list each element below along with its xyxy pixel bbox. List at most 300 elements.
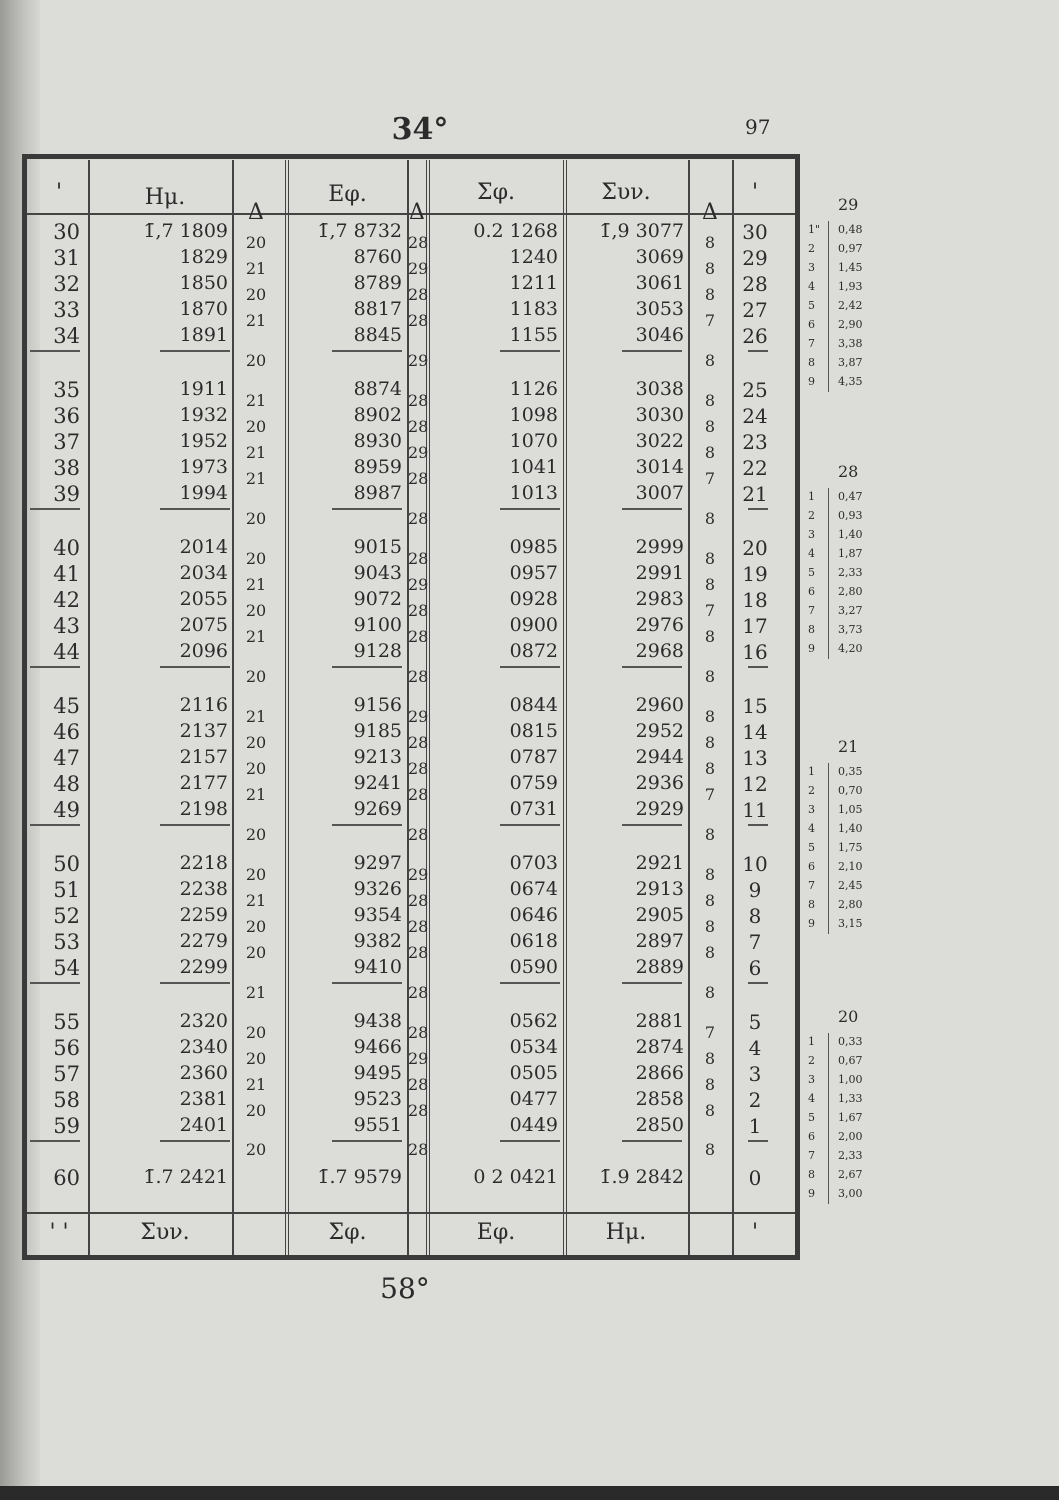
diff-tan-cell: 28	[408, 549, 429, 568]
group-separator	[500, 982, 560, 984]
diff-cos-cell: 8	[704, 509, 716, 528]
sin-cell: 1850	[179, 272, 228, 294]
minute-right-cell: 18	[742, 588, 768, 612]
sin-cell: 1994	[179, 482, 228, 504]
diff-cos-cell: 8	[704, 259, 716, 278]
group-separator	[160, 982, 230, 984]
cot-cell: 0646	[509, 904, 558, 926]
cos-cell: 3007	[635, 482, 684, 504]
diff-sin-cell: 20	[245, 825, 267, 844]
header-sin: Ημ.	[144, 185, 186, 210]
diff-sin-cell: 20	[245, 865, 267, 884]
group-separator	[500, 824, 560, 826]
pp-row-index: 2	[808, 1054, 815, 1067]
diff-cos-cell: 8	[704, 549, 716, 568]
sin-cell: 2157	[179, 746, 228, 768]
minute-right-cell: 23	[742, 430, 768, 454]
tan-cell: 9269	[353, 798, 402, 820]
sin-cell: 2177	[179, 772, 228, 794]
header-cos: Συν.	[601, 180, 651, 205]
diff-cos-cell: 8	[704, 707, 716, 726]
diff-cos-cell: 7	[704, 785, 716, 804]
bottom-degree: 58°	[380, 1272, 430, 1305]
group-separator	[748, 508, 768, 510]
pp-row-value: 4,35	[838, 375, 863, 388]
pp-row-value: 4,20	[838, 642, 863, 655]
cot-cell: 1041	[509, 456, 558, 478]
pp-rule	[828, 488, 829, 659]
diff-tan-cell: 29	[408, 865, 429, 884]
footer-sin: Συν.	[140, 1220, 190, 1245]
minute-cell: 45	[53, 694, 80, 718]
pp-row-value: 1,00	[838, 1073, 863, 1086]
minute-right-cell: 9	[748, 878, 762, 902]
pp-rule	[828, 221, 829, 392]
diff-sin-cell: 20	[245, 351, 267, 370]
cos-cell: 2968	[635, 640, 684, 662]
cos-cell: 2897	[635, 930, 684, 952]
group-separator	[332, 824, 402, 826]
cos-cell: 2929	[635, 798, 684, 820]
header-min_right: '	[751, 180, 759, 205]
cos-cell: 2913	[635, 878, 684, 900]
cot-cell: 0618	[509, 930, 558, 952]
minute-cell: 30	[53, 220, 80, 244]
minute-cell: 48	[53, 772, 80, 796]
pp-row-value: 3,73	[838, 623, 863, 636]
diff-tan-cell: 28	[408, 469, 429, 488]
group-separator	[748, 824, 768, 826]
cot-cell: 1240	[509, 246, 558, 268]
sin-cell: 2116	[179, 694, 228, 716]
pp-row-value: 2,10	[838, 860, 863, 873]
cot-cell: 0957	[509, 562, 558, 584]
minute-cell: 58	[53, 1088, 80, 1112]
group-separator	[500, 1140, 560, 1142]
diff-sin-cell: 20	[245, 1049, 267, 1068]
cot-cell: 0872	[509, 640, 558, 662]
minute-cell: 40	[53, 536, 80, 560]
footer-tan: Σφ.	[328, 1220, 367, 1245]
tan-cell: 9185	[353, 720, 402, 742]
group-separator	[748, 350, 768, 352]
group-separator	[30, 1140, 80, 1142]
pp-row-value: 0,70	[838, 784, 863, 797]
diff-cos-cell: 8	[704, 733, 716, 752]
minute-cell: 36	[53, 404, 80, 428]
minute-right-cell: 6	[748, 956, 762, 980]
cos-cell: 2905	[635, 904, 684, 926]
sin-cell: 2320	[179, 1010, 228, 1032]
group-separator	[160, 350, 230, 352]
footer-cot: Εφ.	[476, 1220, 516, 1245]
cot-cell: 1126	[509, 378, 558, 400]
cos-cell: 2850	[635, 1114, 684, 1136]
pp-row-value: 2,67	[838, 1168, 863, 1181]
header-tan: Εφ.	[328, 182, 367, 207]
tan-cell: 1̄,7 8732	[317, 220, 402, 242]
diff-sin-cell: 21	[245, 469, 267, 488]
pp-row-index: 6	[808, 318, 815, 331]
pp-row-index: 1	[808, 490, 815, 503]
pp-row-value: 0,48	[838, 223, 863, 236]
diff-sin-cell: 21	[245, 891, 267, 910]
pp-row-index: 3	[808, 261, 815, 274]
sin-cell: 2014	[179, 536, 228, 558]
tan-cell: 9128	[353, 640, 402, 662]
tan-cell: 9466	[353, 1036, 402, 1058]
diff-sin-cell: 20	[245, 601, 267, 620]
pp-row-value: 0,97	[838, 242, 863, 255]
sin-cell: 1911	[179, 378, 228, 400]
diff-cos-cell: 8	[704, 575, 716, 594]
column-rule	[232, 160, 234, 1255]
diff-cos-cell: 8	[704, 1049, 716, 1068]
diff-cos-cell: 8	[704, 1140, 716, 1159]
sin-cell: 2299	[179, 956, 228, 978]
sin-cell: 2137	[179, 720, 228, 742]
cos-cell: 2952	[635, 720, 684, 742]
minute-right-cell: 22	[742, 456, 768, 480]
tan-cell: 1̄.7 9579	[317, 1166, 402, 1188]
group-separator	[622, 824, 682, 826]
diff-tan-cell: 28	[408, 509, 429, 528]
tan-cell: 9100	[353, 614, 402, 636]
diff-tan-cell: 28	[408, 1140, 429, 1159]
minute-right-cell: 16	[742, 640, 768, 664]
diff-sin-cell: 21	[245, 391, 267, 410]
sin-cell: 2279	[179, 930, 228, 952]
minute-right-cell: 15	[742, 694, 768, 718]
minute-right-cell: 24	[742, 404, 768, 428]
group-separator	[748, 666, 768, 668]
diff-sin-cell: 21	[245, 311, 267, 330]
diff-cos-cell: 8	[704, 943, 716, 962]
diff-sin-cell: 20	[245, 733, 267, 752]
cos-cell: 1̄.9 2842	[599, 1166, 684, 1188]
minute-right-cell: 17	[742, 614, 768, 638]
pp-row-value: 1,45	[838, 261, 863, 274]
minute-cell: 34	[53, 324, 80, 348]
sin-cell: 2034	[179, 562, 228, 584]
tan-cell: 9354	[353, 904, 402, 926]
group-separator	[160, 666, 230, 668]
minute-cell: 33	[53, 298, 80, 322]
pp-row-index: 9	[808, 1187, 815, 1200]
cos-cell: 2944	[635, 746, 684, 768]
minute-right-cell: 7	[748, 930, 762, 954]
diff-sin-cell: 21	[245, 785, 267, 804]
diff-cos-cell: 8	[704, 1101, 716, 1120]
tan-cell: 8874	[353, 378, 402, 400]
diff-tan-cell: 29	[408, 259, 429, 278]
diff-sin-cell: 20	[245, 509, 267, 528]
sin-cell: 2340	[179, 1036, 228, 1058]
pp-row-value: 0,33	[838, 1035, 863, 1048]
cot-cell: 1013	[509, 482, 558, 504]
cos-cell: 2999	[635, 536, 684, 558]
diff-sin-cell: 20	[245, 233, 267, 252]
cot-cell: 1183	[509, 298, 558, 320]
diff-sin-cell: 20	[245, 943, 267, 962]
pp-row-index: 3	[808, 803, 815, 816]
cot-cell: 1098	[509, 404, 558, 426]
diff-cos-cell: 7	[704, 469, 716, 488]
diff-tan-cell: 28	[408, 943, 429, 962]
sin-cell: 2381	[179, 1088, 228, 1110]
tan-cell: 9297	[353, 852, 402, 874]
column-rule	[88, 160, 90, 1255]
pp-row-value: 1,67	[838, 1111, 863, 1124]
page-number: 97	[745, 115, 771, 139]
minute-right-cell: 4	[748, 1036, 762, 1060]
tan-cell: 9410	[353, 956, 402, 978]
diff-tan-cell: 28	[408, 417, 429, 436]
pp-row-value: 2,45	[838, 879, 863, 892]
pp-row-value: 1,75	[838, 841, 863, 854]
tan-cell: 9043	[353, 562, 402, 584]
sin-cell: 1952	[179, 430, 228, 452]
pp-row-value: 3,15	[838, 917, 863, 930]
tan-cell: 9523	[353, 1088, 402, 1110]
group-separator	[160, 508, 230, 510]
minute-cell: 60	[53, 1166, 80, 1190]
minute-cell: 37	[53, 430, 80, 454]
cot-cell: 0759	[509, 772, 558, 794]
pp-row-value: 3,38	[838, 337, 863, 350]
minute-right-cell: 12	[742, 772, 768, 796]
diff-tan-cell: 28	[408, 825, 429, 844]
cot-cell: 0562	[509, 1010, 558, 1032]
minute-cell: 54	[53, 956, 80, 980]
tan-cell: 8817	[353, 298, 402, 320]
diff-tan-cell: 28	[408, 627, 429, 646]
minute-right-cell: 1	[748, 1114, 762, 1138]
diff-cos-cell: 8	[704, 443, 716, 462]
pp-row-index: 4	[808, 1092, 815, 1105]
pp-row-value: 1,05	[838, 803, 863, 816]
diff-cos-cell: 8	[704, 417, 716, 436]
minute-cell: 32	[53, 272, 80, 296]
minute-right-cell: 21	[742, 482, 768, 506]
pp-row-index: 1"	[808, 223, 821, 236]
pp-row-index: 7	[808, 337, 815, 350]
cos-cell: 3046	[635, 324, 684, 346]
cos-cell: 3061	[635, 272, 684, 294]
minute-right-cell: 20	[742, 536, 768, 560]
cos-cell: 1̄,9 3077	[599, 220, 684, 242]
minute-right-cell: 27	[742, 298, 768, 322]
diff-sin-cell: 20	[245, 667, 267, 686]
cos-cell: 3038	[635, 378, 684, 400]
sin-cell: 2198	[179, 798, 228, 820]
minute-cell: 44	[53, 640, 80, 664]
cos-cell: 2881	[635, 1010, 684, 1032]
header-delta3: Δ	[702, 200, 718, 225]
column-rule	[732, 160, 734, 1255]
minute-cell: 46	[53, 720, 80, 744]
tan-cell: 8845	[353, 324, 402, 346]
diff-tan-cell: 28	[408, 667, 429, 686]
cot-cell: 1070	[509, 430, 558, 452]
tan-cell: 9213	[353, 746, 402, 768]
sin-cell: 1829	[179, 246, 228, 268]
cot-cell: 0844	[509, 694, 558, 716]
cos-cell: 3069	[635, 246, 684, 268]
diff-sin-cell: 20	[245, 549, 267, 568]
diff-cos-cell: 7	[704, 1023, 716, 1042]
pp-row-value: 3,00	[838, 1187, 863, 1200]
diff-sin-cell: 21	[245, 259, 267, 278]
group-separator	[748, 1140, 768, 1142]
group-separator	[500, 508, 560, 510]
cos-cell: 2889	[635, 956, 684, 978]
pp-row-index: 4	[808, 547, 815, 560]
cos-cell: 2960	[635, 694, 684, 716]
diff-tan-cell: 28	[408, 759, 429, 778]
pp-row-index: 8	[808, 623, 815, 636]
cos-cell: 2976	[635, 614, 684, 636]
sin-cell: 2096	[179, 640, 228, 662]
sin-cell: 2218	[179, 852, 228, 874]
diff-cos-cell: 8	[704, 917, 716, 936]
diff-tan-cell: 28	[408, 285, 429, 304]
diff-cos-cell: 8	[704, 667, 716, 686]
pp-row-value: 2,42	[838, 299, 863, 312]
diff-sin-cell: 20	[245, 1140, 267, 1159]
minute-right-cell: 30	[742, 220, 768, 244]
sin-cell: 2238	[179, 878, 228, 900]
pp-title: 29	[838, 195, 859, 214]
diff-tan-cell: 28	[408, 601, 429, 620]
cot-cell: 0.2 1268	[473, 220, 558, 242]
sin-cell: 1932	[179, 404, 228, 426]
pp-row-value: 0,67	[838, 1054, 863, 1067]
minute-cell: 52	[53, 904, 80, 928]
pp-row-value: 0,93	[838, 509, 863, 522]
minute-cell: 35	[53, 378, 80, 402]
minute-right-cell: 3	[748, 1062, 762, 1086]
pp-row-index: 3	[808, 528, 815, 541]
sin-cell: 2075	[179, 614, 228, 636]
sin-cell: 1̄.7 2421	[143, 1166, 228, 1188]
cot-cell: 0449	[509, 1114, 558, 1136]
pp-row-value: 3,27	[838, 604, 863, 617]
diff-tan-cell: 29	[408, 575, 429, 594]
header-delta2: Δ	[409, 200, 425, 225]
sin-cell: 2055	[179, 588, 228, 610]
minute-cell: 51	[53, 878, 80, 902]
diff-sin-cell: 20	[245, 285, 267, 304]
minute-right-cell: 8	[748, 904, 762, 928]
diff-cos-cell: 8	[704, 891, 716, 910]
pp-row-value: 2,33	[838, 566, 863, 579]
pp-row-index: 7	[808, 879, 815, 892]
tan-cell: 8959	[353, 456, 402, 478]
pp-row-value: 1,93	[838, 280, 863, 293]
pp-row-value: 2,80	[838, 898, 863, 911]
minute-right-cell: 10	[742, 852, 768, 876]
pp-row-value: 0,35	[838, 765, 863, 778]
minute-right-cell: 11	[742, 798, 768, 822]
group-separator	[622, 350, 682, 352]
pp-row-index: 5	[808, 1111, 815, 1124]
pp-title: 28	[838, 462, 859, 481]
pp-row-index: 7	[808, 1149, 815, 1162]
diff-sin-cell: 20	[245, 917, 267, 936]
group-separator	[622, 1140, 682, 1142]
diff-cos-cell: 8	[704, 1075, 716, 1094]
minute-right-cell: 0	[748, 1166, 762, 1190]
minute-cell: 39	[53, 482, 80, 506]
group-separator	[30, 350, 80, 352]
column-rule	[285, 160, 289, 1255]
header-cot: Σφ.	[477, 180, 515, 205]
group-separator	[622, 666, 682, 668]
pp-row-index: 9	[808, 642, 815, 655]
minute-cell: 43	[53, 614, 80, 638]
minute-right-cell: 25	[742, 378, 768, 402]
cos-cell: 2866	[635, 1062, 684, 1084]
tan-cell: 8789	[353, 272, 402, 294]
diff-tan-cell: 28	[408, 233, 429, 252]
cot-cell: 0815	[509, 720, 558, 742]
pp-row-index: 3	[808, 1073, 815, 1086]
minute-right-cell: 13	[742, 746, 768, 770]
header-min: '	[55, 180, 63, 205]
group-separator	[30, 508, 80, 510]
cos-cell: 3014	[635, 456, 684, 478]
group-separator	[332, 508, 402, 510]
tan-cell: 9438	[353, 1010, 402, 1032]
minute-right-cell: 14	[742, 720, 768, 744]
pp-row-index: 5	[808, 841, 815, 854]
diff-cos-cell: 8	[704, 759, 716, 778]
cot-cell: 0477	[509, 1088, 558, 1110]
sin-cell: 1̄,7 1809	[143, 220, 228, 242]
diff-tan-cell: 28	[408, 1023, 429, 1042]
cot-cell: 0505	[509, 1062, 558, 1084]
diff-tan-cell: 28	[408, 1075, 429, 1094]
pp-row-index: 4	[808, 822, 815, 835]
diff-sin-cell: 21	[245, 1075, 267, 1094]
cos-cell: 3030	[635, 404, 684, 426]
minute-right-cell: 29	[742, 246, 768, 270]
diff-tan-cell: 29	[408, 707, 429, 726]
diff-sin-cell: 21	[245, 575, 267, 594]
cot-cell: 1211	[509, 272, 558, 294]
minute-cell: 41	[53, 562, 80, 586]
cos-cell: 3022	[635, 430, 684, 452]
diff-cos-cell: 8	[704, 285, 716, 304]
minute-right-cell: 2	[748, 1088, 762, 1112]
pp-row-index: 2	[808, 509, 815, 522]
minute-cell: 55	[53, 1010, 80, 1034]
cot-cell: 0900	[509, 614, 558, 636]
diff-tan-cell: 29	[408, 443, 429, 462]
minute-right-cell: 19	[742, 562, 768, 586]
diff-sin-cell: 20	[245, 1101, 267, 1120]
tan-cell: 9241	[353, 772, 402, 794]
group-separator	[332, 1140, 402, 1142]
sin-cell: 1973	[179, 456, 228, 478]
pp-row-value: 2,80	[838, 585, 863, 598]
diff-sin-cell: 20	[245, 417, 267, 436]
tan-cell: 9495	[353, 1062, 402, 1084]
cos-cell: 3053	[635, 298, 684, 320]
group-separator	[500, 666, 560, 668]
diff-cos-cell: 7	[704, 311, 716, 330]
